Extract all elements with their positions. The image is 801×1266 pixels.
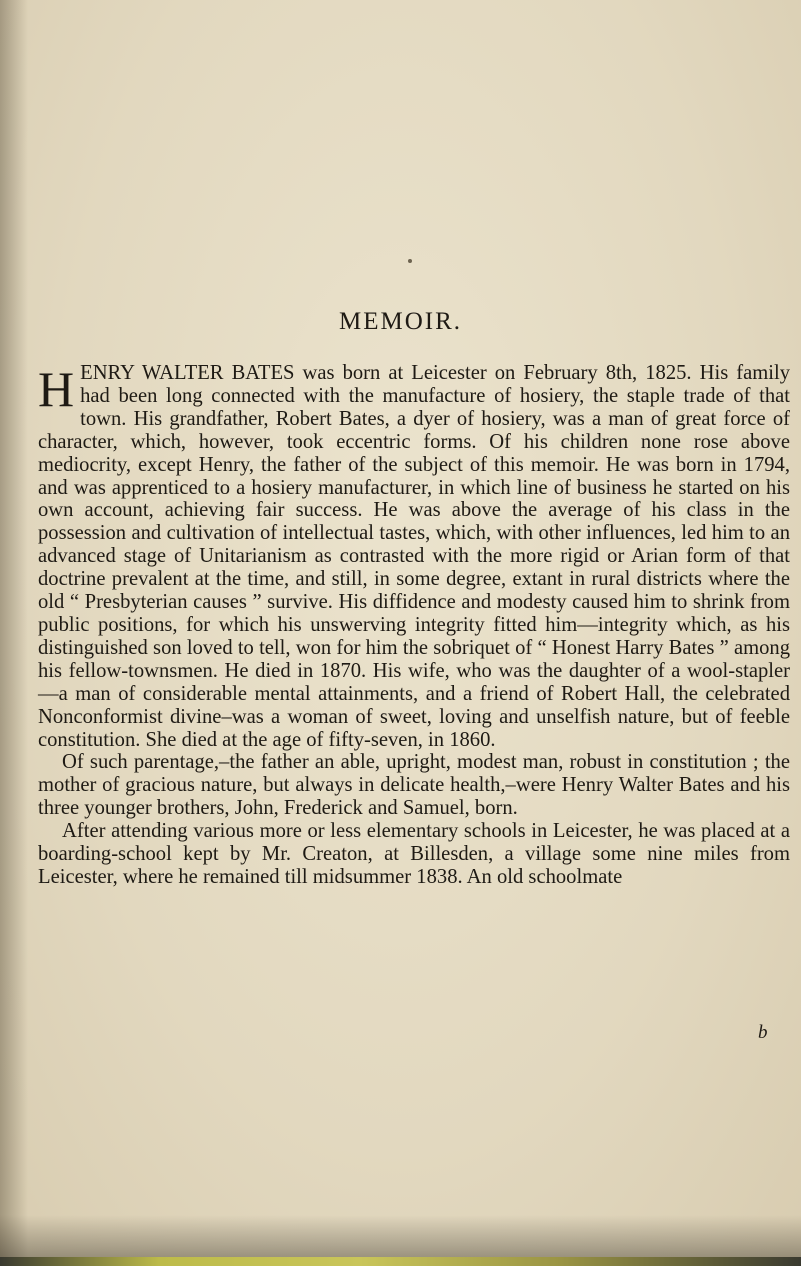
drop-cap: H	[38, 361, 75, 417]
paragraph-1	[38, 362, 790, 751]
scan-edge-bar	[0, 1257, 801, 1266]
memoir-heading: MEMOIR.	[338, 308, 463, 335]
paragraph-2: Of such parentage,–the father an able, upright, modest man, robust in constitution ; the mother of gracious nature, but always in delicate health,–were Henry Walter Bates and his three younger brothers, John, Frederick and Samuel, born.	[38, 751, 790, 820]
binding-shadow	[0, 0, 28, 1266]
memoir-body	[38, 362, 790, 889]
paragraph-3: After attending various more or less elementary schools in Leicester, he was placed at a boarding-school kept by Mr. Creaton, at Billesden, a village some nine miles from Leicester, where he remained till midsummer 1838. An old schoolmate	[38, 820, 790, 888]
signature-mark: b	[758, 1022, 768, 1043]
paragraph-1-text: ENRY WALTER BATES was born at Leicester on February 8th, 1825. His family had been long connected with the manufacture of hosiery, the staple trade of that town. His grandfather, Robert Bates, a dyer of hosiery, was a man of great force of character, which, however, took eccentric forms. Of his children none rose above mediocrity, except Henry, the father of the subject of this memoir. He was born in 1794, and was apprenticed to a hosiery manufacturer, in which line of business he started on his own account, achieving fair success. He was above the average of his class in the possession and cultivation of intellectual tastes, which, with other influences, led him to an advanced stage of Unitarianism as contrasted with the more rigid or Arian form of that doctrine prevalent at the time, and still, in some degree, extant in rural districts where the old “ Presbyterian causes ” survive. His diffidence and modesty caused him to shrink from public positions, for which his unswerving integrity fitted him—integrity which, as his distinguished son loved to tell, won for him the sobriquet of “ Honest Harry Bates ” among his fellow-townsmen. He died in 1870. His wife, who was the daughter of a wool-stapler—a man of considerable mental attainments, and a friend of Robert Hall, the celebrated Nonconformist divine–was a woman of sweet, loving and unselfish nature, but of feeble constitution. She died at the age of fifty-seven, in 1860.	[38, 362, 790, 751]
paper-speck	[408, 259, 412, 263]
